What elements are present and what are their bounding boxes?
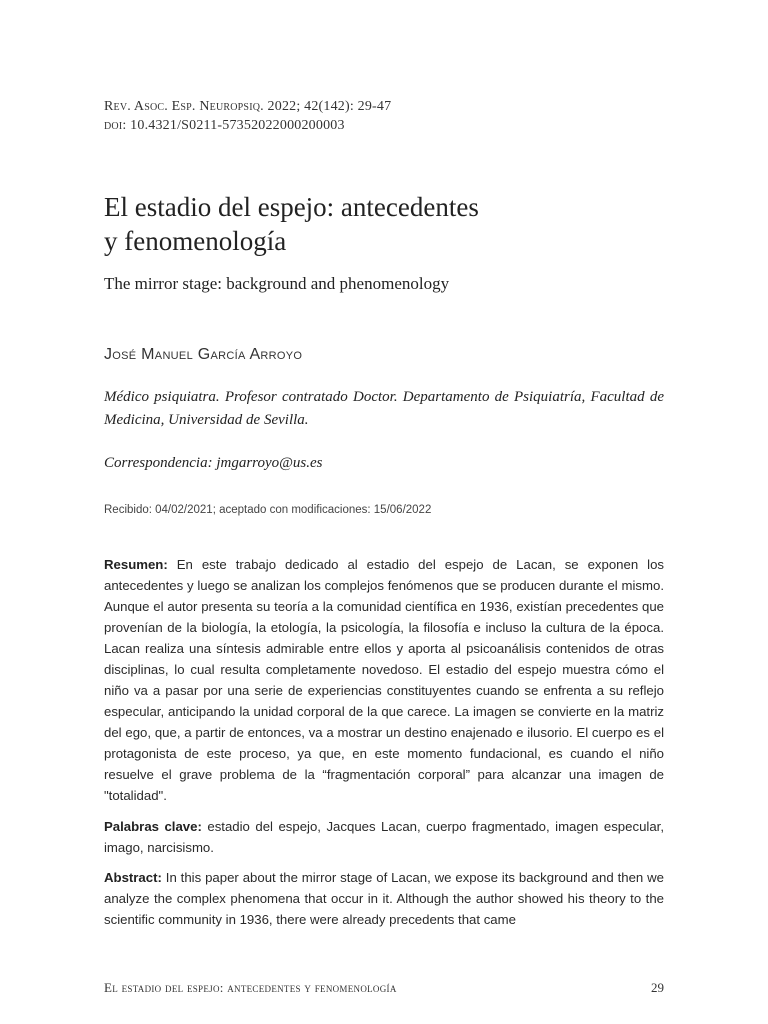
- running-title: El estadio del espejo: antecedentes y fenomenología: [104, 980, 397, 995]
- page-number: 29: [651, 980, 664, 995]
- resumen-text: En este trabajo dedicado al estadio del espejo de Lacan, se exponen los antecedentes y luego se analizan los complejos fenómenos que se producen durante el mismo. Aunque el autor presenta su teoría a la comunidad científica en 1936, existían precedentes que provenían de la biología, la etología, la psicología, la filosofía e incluso la cultura de la época. Lacan realiza una síntesis admirable entre ellos y aporta al psicoanálisis contenidos de otras disciplinas, lo cual resulta completamente novedoso. El estadio del espejo muestra cómo el niño va a pasar por una serie de experiencias constituyentes cuando se enfrenta a su reflejo especular, anticipando la unidad corporal de la que carece. La imagen se convierte en la matriz del ego, que, a partir de entonces, va a mostrar un destino enajenado e ilusorio. El cuerpo es el protagonista de este proceso, ya que, en este momento fundacional, es cuando el niño resuelve el grave problema de la “fragmentación corporal” para alcanzar una imagen de "totalidad".: [104, 557, 664, 803]
- abstract-label: Abstract:: [104, 870, 162, 885]
- article-title: [104, 190, 664, 258]
- abstract-paragraph: [104, 867, 664, 930]
- keywords-paragraph: [104, 816, 664, 858]
- keywords-label: Palabras clave:: [104, 819, 202, 834]
- resumen-paragraph: [104, 554, 664, 806]
- journal-doi: doi: 10.4321/S0211-57352022000200003: [104, 118, 345, 133]
- journal-citation: Rev. Asoc. Esp. Neuropsiq. 2022; 42(142): 29-47: [104, 99, 392, 114]
- page-footer: [104, 978, 664, 998]
- journal-header: [104, 97, 664, 135]
- author-affiliation: Médico psiquiatra. Profesor contratado Doctor. Departamento de Psiquiatría, Facultad de Medicina, Universidad de Sevilla.: [104, 389, 664, 428]
- author-name: José Manuel García Arroyo: [104, 346, 303, 363]
- keywords-text: estadio del espejo, Jacques Lacan, cuerpo fragmentado, imagen especular, imago, narcisismo.: [104, 819, 664, 855]
- article-title-line-2: y fenomenología: [104, 226, 287, 256]
- correspondence: Correspondencia: jmgarroyo@us.es: [104, 455, 323, 471]
- resumen-label: Resumen:: [104, 557, 168, 572]
- article-title-line-1: El estadio del espejo: antecedentes: [104, 192, 479, 222]
- abstract-text: In this paper about the mirror stage of Lacan, we expose its background and then we analyze the complex phenomena that occur in it. Although the author showed his theory to the scientific community in 1936, there were already precedents that came: [104, 870, 664, 927]
- received-dates: Recibido: 04/02/2021; aceptado con modificaciones: 15/06/2022: [104, 504, 432, 516]
- article-subtitle: The mirror stage: background and phenomenology: [104, 274, 450, 293]
